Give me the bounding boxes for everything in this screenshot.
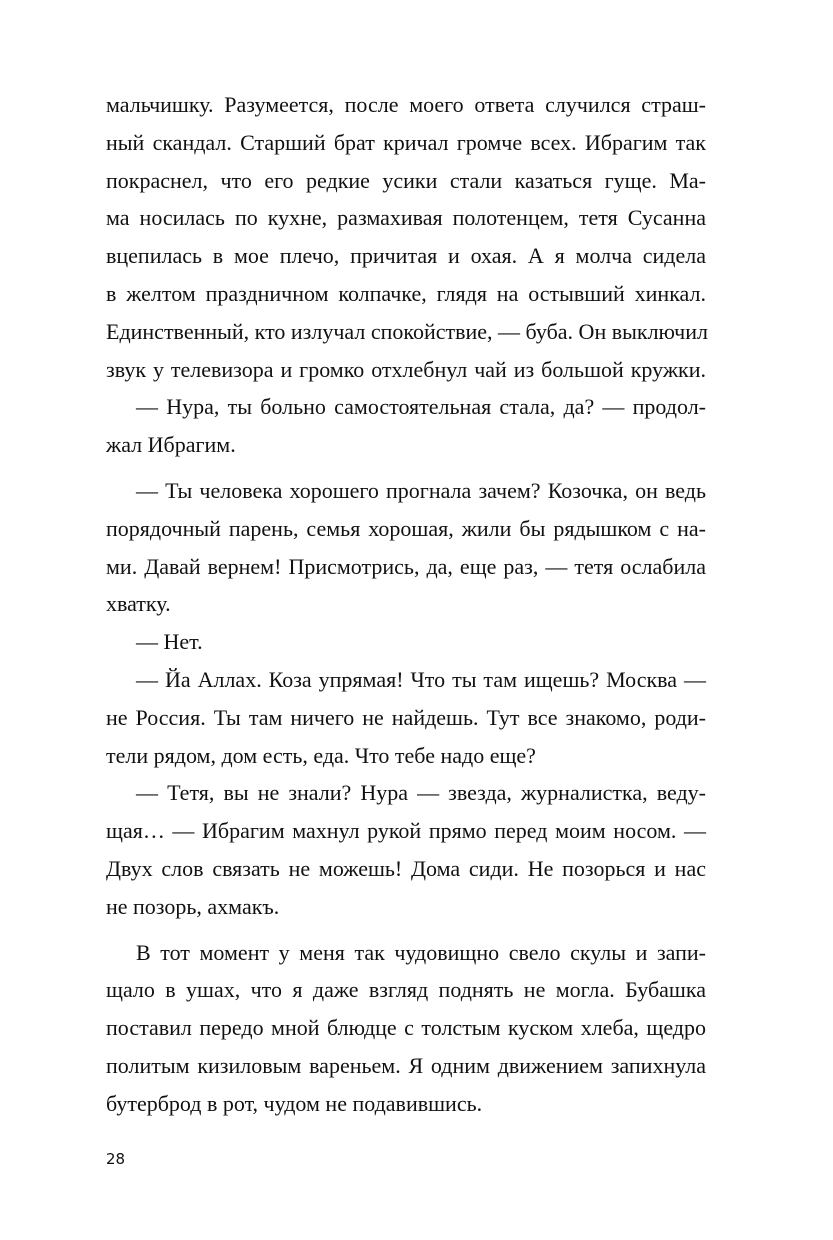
text-line: не Россия. Ты там ничего не найдешь. Тут все знакомо, роди- xyxy=(106,704,706,730)
text-line: звук у телевизора и громко отхлебнул чай из большой кружки. xyxy=(106,356,706,382)
text-line: мальчишку. Разумеется, после моего ответа случился страш- xyxy=(106,92,706,117)
text-line: ный скандал. Старший брат кричал громче всех. Ибрагим так xyxy=(106,129,706,155)
text-line: ми. Давай вернем! Присмотрись, да, еще раз, — тетя ослабила xyxy=(106,553,706,579)
text-line: В тот момент у меня так чудовищно свело скулы и запи- xyxy=(136,939,706,965)
text-line: Двух слов связать не можешь! Дома сиди. Не позорься и нас xyxy=(106,855,706,881)
text-line: щало в ушах, что я даже взгляд поднять не могла. Бубашка xyxy=(106,977,706,1003)
text-line: политым кизиловым вареньем. Я одним движением запихнула xyxy=(106,1052,706,1078)
text-line: бутерброд в рот, чудом не подавившись. xyxy=(106,1090,483,1116)
text-line: — Ты человека хорошего прогнала зачем? Козочка, он ведь xyxy=(136,477,706,503)
text-line: хватку. xyxy=(106,591,171,617)
text-line: жал Ибрагим. xyxy=(106,432,236,458)
text-line: — Нура, ты больно самостоятельная стала, да? — продол- xyxy=(136,394,706,420)
text-line: — Нет. xyxy=(136,629,203,655)
text-line: поставил передо мной блюдце с толстым куском хлеба, щедро xyxy=(106,1015,706,1041)
body-text xyxy=(106,86,706,1123)
text-line: порядочный парень, семья хорошая, жили бы рядышком с на- xyxy=(106,515,706,541)
text-line: щая… — Ибрагим махнул рукой прямо перед моим носом. — xyxy=(106,818,706,844)
text-line: в желтом праздничном колпачке, глядя на остывший хинкал. xyxy=(106,280,706,306)
text-line: покраснел, что его редкие усики стали казаться гуще. Ма- xyxy=(106,167,706,193)
text-line: тели рядом, дом есть, еда. Что тебе надо еще? xyxy=(106,742,536,768)
text-line: Единственный, кто излучал спокойствие, — буба. Он выключил xyxy=(106,318,708,344)
text-line: — Йа Аллах. Коза упрямая! Что ты там ищешь? Москва — xyxy=(136,666,706,692)
page-number: 28 xyxy=(106,1150,126,1168)
text-line: не позорь, ахмакъ. xyxy=(106,893,280,919)
text-line: вцепилась в мое плечо, причитая и охая. А я молча сидела xyxy=(106,243,706,269)
text-line: ма носилась по кухне, размахивая полотенцем, тетя Сусанна xyxy=(106,205,706,231)
text-line: — Тетя, вы не знали? Нура — звезда, журналистка, веду- xyxy=(136,780,706,806)
